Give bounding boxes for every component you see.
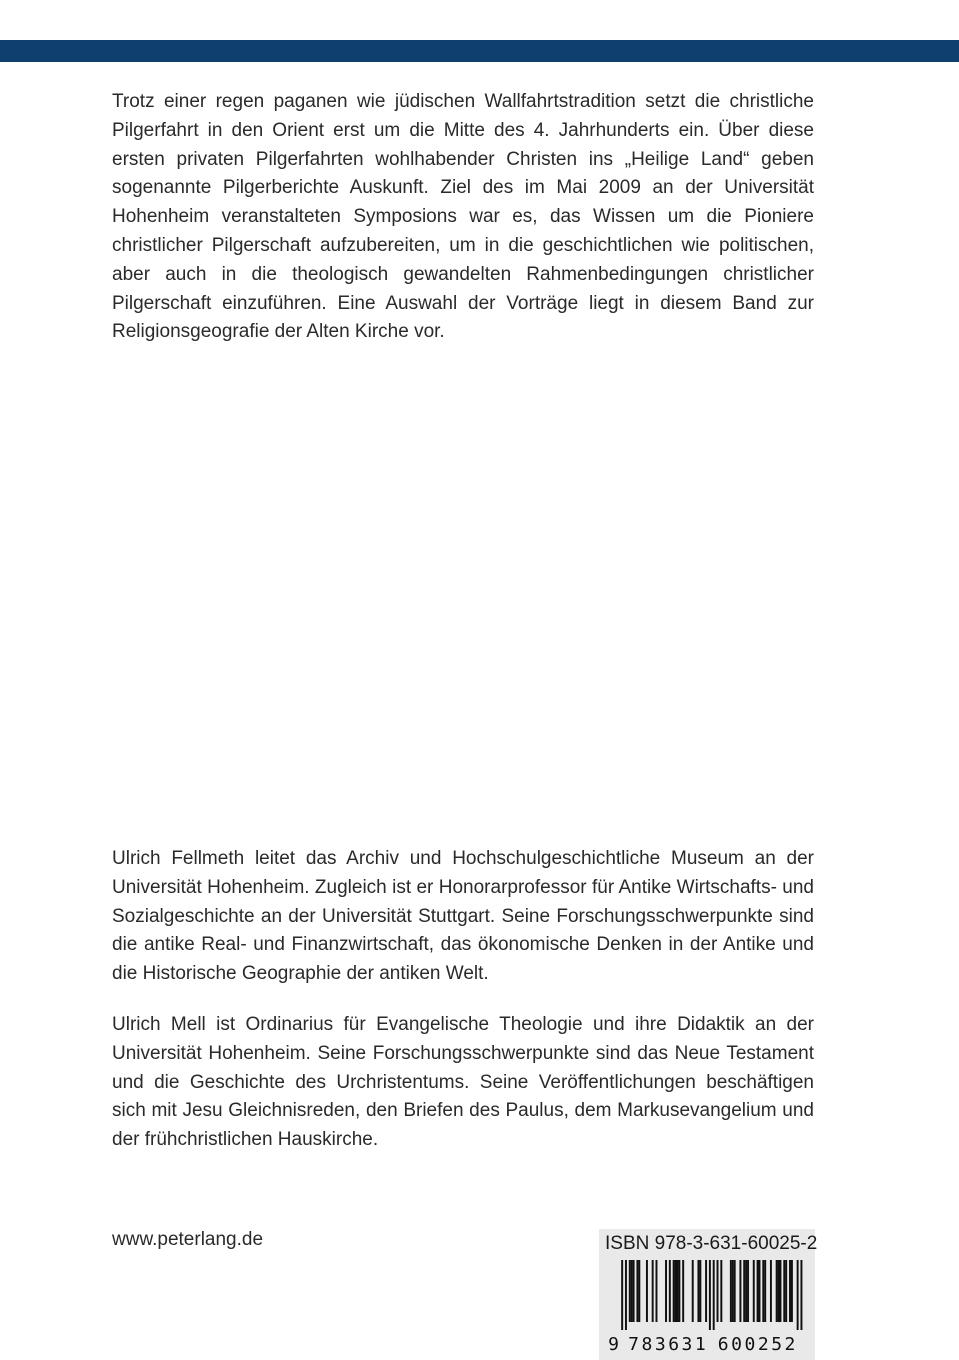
barcode-bar [629,1260,631,1322]
barcode-bar [734,1260,736,1322]
book-description: Trotz einer regen paganen wie jüdischen Wallfahrtstradition setzt die christliche Pilgerfahrt in den Orient erst um die Mitte des 4. Jahrhunderts ein. Über diese ersten privaten Pilgerfahrten wohlhabender Christen ins „Heilige Land“ geben sogenannte Pilgerberichte Auskunft. Ziel des im Mai 2009 an der Universität Hohenheim veranstalteten Symposions war es, das Wissen um die Pioniere christlicher Pilgerschaft aufzubereiten, um in die geschichtlichen wie politischen, aber auch in die theologisch gewandelten Rahmenbedingungen christlicher Pilgerschaft einzuführen. Eine Auswahl der Vorträge liegt in diesem Band zur Religionsgeografie der Alten Kirche vor. [112,91,814,343]
barcode-bar [743,1260,745,1322]
barcode-bar [678,1260,680,1322]
barcode-bar [669,1260,671,1322]
barcode-bar [720,1260,722,1322]
barcode-bar [757,1260,759,1322]
barcode [604,1260,810,1354]
barcode-guard-bar [621,1260,623,1330]
barcode-bar [747,1260,749,1322]
barcode-digit: 9 [608,1334,620,1354]
author-bio-mell: Ulrich Mell ist Ordinarius für Evangelische Theologie und ihre Didaktik an der Universität Hohenheim. Seine Forschungsschwerpunkte sind das Neue Testament und die Geschichte des Urchristentums. Seine Veröffentlichungen beschäftigen sich mit Jesu Gleichnisreden, den Briefen des Paulus, dem Markusevangelium und der frühchristlichen Hauskirche. [112,1014,814,1151]
barcode-digit: 3 [681,1334,693,1354]
barcode-digit: 3 [654,1334,666,1354]
barcode-bar [770,1260,772,1322]
author-bio-fellmeth: Ulrich Fellmeth leitet das Archiv und Hochschulgeschichtliche Museum an der Universität Hohenheim. Zugleich ist er Honorarprofessor für Antike Wirtschafts- und Sozialgeschichte an der Universität Stuttgart. Seine Forschungsschwerpunkte sind die antike Real- und Finanzwirtschaft, das ökonomische Denken in der Antike und die Historische Geographie der antiken Welt. [112,848,814,985]
barcode-guard-bar [625,1260,627,1330]
barcode-bar [764,1260,766,1322]
barcode-bar [699,1260,701,1322]
barcode-digit: 0 [731,1334,742,1354]
barcode-bar [783,1260,785,1322]
barcode-bar [778,1260,780,1322]
barcode-bar [791,1260,793,1322]
isbn-label: ISBN 978-3-631-60025-2 [605,1233,818,1254]
barcode-guard-bar [713,1260,715,1330]
barcode-guard-bar [709,1260,711,1330]
barcode-bar [656,1260,658,1322]
isbn-barcode-box [599,1229,818,1360]
barcode-bar [779,1260,781,1322]
barcode-digit: 7 [628,1334,639,1354]
barcode-guard-bar [800,1260,802,1330]
barcode-bar [631,1260,633,1322]
barcode-bar [665,1260,667,1322]
barcode-bar [717,1260,719,1322]
top-color-band [0,40,959,62]
barcode-digit: 5 [771,1334,783,1354]
barcode-bar [730,1260,732,1322]
barcode-bar [692,1260,694,1322]
barcode-digit: 0 [744,1334,756,1354]
barcode-bar [697,1260,699,1322]
barcode-digit: 2 [757,1334,769,1354]
barcode-bar [646,1260,648,1322]
barcode-bar [673,1260,675,1322]
barcode-bar [705,1260,707,1322]
barcode-bar [739,1260,741,1322]
barcode-bar [636,1260,638,1322]
barcode-bar [675,1260,677,1322]
barcode-bar [633,1260,635,1322]
barcode-bar [759,1260,761,1322]
barcode-bar [776,1260,778,1322]
barcode-bar [785,1260,787,1322]
barcode-digit: 2 [784,1334,796,1354]
barcode-bar [638,1260,640,1322]
barcode-bar [745,1260,747,1322]
barcode-digit: 1 [694,1334,706,1354]
publisher-website[interactable]: www.peterlang.de [112,1229,264,1250]
barcode-bar [732,1260,734,1322]
barcode-digit: 6 [717,1334,729,1354]
barcode-bar [753,1260,755,1322]
barcode-bar [762,1260,764,1322]
barcode-bar [652,1260,654,1322]
barcode-digit: 8 [641,1334,653,1354]
barcode-bar [789,1260,791,1322]
barcode-guard-bar [797,1260,799,1330]
barcode-bar [682,1260,684,1322]
barcode-bar [676,1260,678,1322]
barcode-digit: 6 [668,1334,680,1354]
